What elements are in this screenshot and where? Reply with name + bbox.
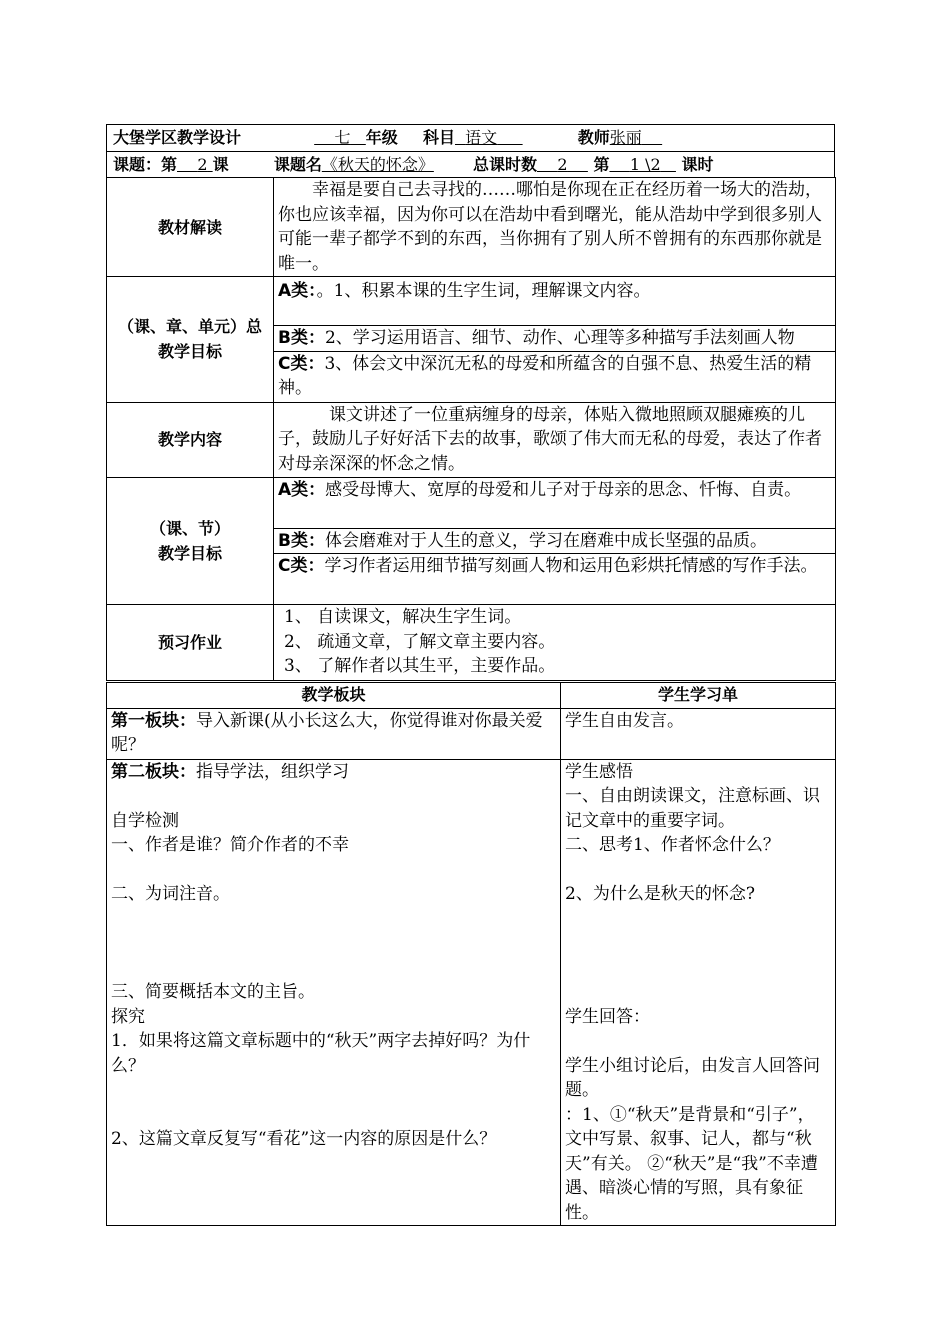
lesson-goal-c: C类：学习作者运用细节描写刻画人物和运用色彩烘托情感的写作手法。 <box>274 554 836 605</box>
material-label: 教材解读 <box>107 178 274 277</box>
overall-goal-a: A类：。1、积累本课的生字生词，理解课文内容。 <box>274 277 836 326</box>
subject-label: 科目 <box>422 128 455 147</box>
blocks-header-row <box>107 683 836 709</box>
header-row-1 <box>107 125 835 152</box>
material-text: 幸福是要自己去寻找的……哪怕是你现在正在经历着一场大的浩劫，你也应该幸福，因为你可以在浩劫中看到曙光，能从浩劫中学到很多别人可能一辈子都学不到的东西，当你拥有了别人所不曾拥有的东西那你就是唯一。 <box>274 178 836 277</box>
overall-goal-a-row <box>107 277 836 326</box>
content-label: 教学内容 <box>107 402 274 477</box>
period-suffix: 课时 <box>681 155 714 174</box>
lesson-label-suffix: 课 <box>212 155 229 174</box>
block1-row <box>107 708 836 759</box>
overall-goal-c: C类：3、体会文中深沉无私的母爱和所蕴含的自强不息、热爱生活的精神。 <box>274 351 836 402</box>
explore-question-2: 2、这篇文章反复写“看花”这一内容的原因是什么？ <box>111 1129 497 1149</box>
material-row <box>107 178 836 277</box>
block2-right <box>561 759 836 1226</box>
block2-row <box>107 759 836 1226</box>
preview-item-3: 3、 了解作者以其生平，主要作品。 <box>284 656 556 676</box>
period-prefix: 第 <box>593 155 610 174</box>
grade-value: 七 <box>334 128 351 147</box>
question-1: 一、作者是谁？简介作者的不幸 <box>111 835 349 855</box>
lesson-title: 《秋天的怀念》 <box>321 155 434 174</box>
school-title: 大堡学区教学设计 <box>113 128 242 147</box>
student-task-2: 二、思考1、作者怀念什么？ <box>565 835 780 855</box>
blocks-table <box>106 682 836 1226</box>
overall-goals-label <box>107 277 274 403</box>
overall-goal-b: B类：2、学习运用语言、细节、动作、心理等多种描写手法刻画人物 <box>274 326 836 352</box>
content-text: 课文讲述了一位重病缠身的母亲，体贴入微地照顾双腿瘫痪的儿子，鼓励儿子好好活下去的故事，歌颂了伟大而无私的母爱，表达了作者对母亲深深的怀念之情。 <box>274 402 836 477</box>
lesson-goals-label-line1: （课、节） <box>149 518 230 538</box>
self-check-heading: 自学检测 <box>111 810 179 831</box>
preview-label: 预习作业 <box>107 605 274 681</box>
title-label: 课题名 <box>273 155 322 174</box>
block1-right: 学生自由发言。 <box>561 708 836 759</box>
teacher-value: 张丽 <box>609 128 642 147</box>
subject-value: 语文 <box>465 128 498 147</box>
explore-heading: 探究 <box>111 1006 145 1027</box>
lesson-label-prefix: 课题：第 <box>113 155 178 174</box>
grade-label: 年级 <box>365 128 398 147</box>
period-value: 1 \2 <box>629 155 661 174</box>
preview-item-1: 1、 自读课文，解决生字生词。 <box>284 607 522 627</box>
total-hours-label: 总课时数 <box>473 155 538 174</box>
student-task-3: 2、为什么是秋天的怀念? <box>565 884 755 904</box>
preview-row <box>107 605 836 681</box>
student-answer-label: 学生回答： <box>565 1006 650 1027</box>
col-student-sheet: 学生学习单 <box>561 683 836 709</box>
question-3: 三、简要概括本文的主旨。 <box>111 982 315 1002</box>
question-2: 二、为词注音。 <box>111 884 230 904</box>
overall-goals-label-line1: （课、章、单元）总 <box>117 317 262 337</box>
student-answer-text: ：1、①“秋天”是背景和“引子”，文中写景、叙事、记人，都与“秋天”有关。 ②“秋天”是“我”不幸遭遇、暗淡心情的写照，具有象征性。 <box>565 1104 818 1223</box>
block1-left: 第一板块：导入新课(从小长这么大，你觉得谁对你最关爱呢？ <box>107 708 561 759</box>
lesson-number: 2 <box>197 155 208 174</box>
student-insight: 学生感悟 <box>565 761 633 782</box>
sections-table <box>106 177 836 681</box>
student-task-1: 一、自由朗读课文，注意标画、识记文章中的重要字词。 <box>565 786 820 831</box>
col-teaching-blocks: 教学板块 <box>107 683 561 709</box>
header-row-2 <box>107 152 835 178</box>
total-hours-value: 2 <box>557 155 568 174</box>
preview-list <box>274 605 836 681</box>
lesson-goal-b: B类：体会磨难对于人生的意义，学习在磨难中成长坚强的品质。 <box>274 528 836 554</box>
content-row <box>107 402 836 477</box>
block2-heading: 第二板块：指导学法，组织学习 <box>111 761 349 782</box>
lesson-goal-a-row <box>107 477 836 528</box>
lesson-goals-label <box>107 477 274 605</box>
student-discussion: 学生小组讨论后，由发言人回答问题。 <box>565 1055 820 1100</box>
overall-goals-label-line2: 教学目标 <box>157 342 222 362</box>
lesson-goals-label-line2: 教学目标 <box>157 543 222 563</box>
lesson-goal-a: A类：感受母博大、宽厚的母爱和儿子对于母亲的思念、忏悔、自责。 <box>274 477 836 528</box>
preview-item-2: 2、 疏通文章，了解文章主要内容。 <box>284 631 556 652</box>
teacher-label: 教师 <box>577 128 610 147</box>
block2-left <box>107 759 561 1226</box>
header-table <box>106 124 835 178</box>
explore-question-1: 1．如果将这篇文章标题中的“秋天”两字去掉好吗？为什么？ <box>111 1031 531 1076</box>
